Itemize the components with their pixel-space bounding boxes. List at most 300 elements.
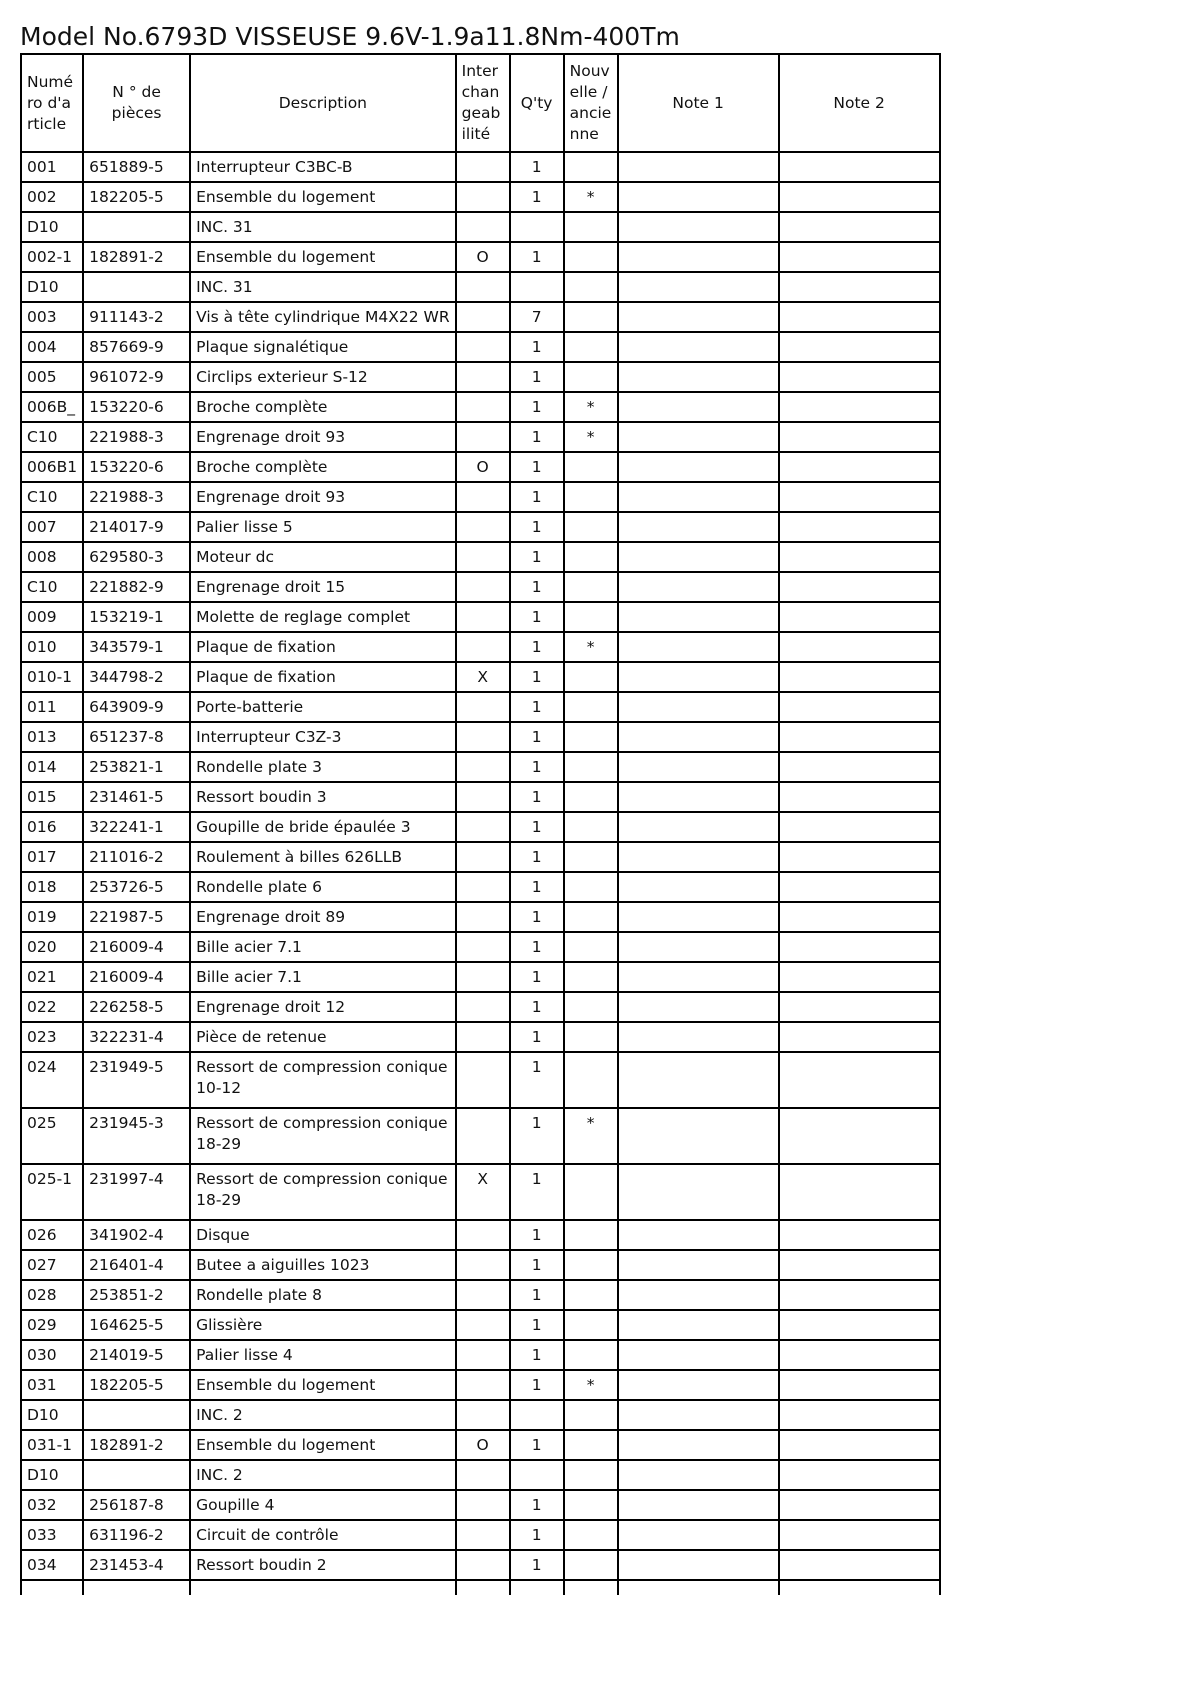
cell-note-1: [618, 1310, 779, 1340]
cell-note-1: [618, 662, 779, 692]
cell-note-2: [779, 1400, 940, 1430]
cell-item-number: 015: [21, 782, 83, 812]
table-row: [21, 152, 940, 182]
cell-interchangeability: [456, 1490, 510, 1520]
cell-interchangeability: [456, 632, 510, 662]
cell-item-number: 019: [21, 902, 83, 932]
table-row: [21, 1052, 940, 1108]
cell-quantity: [510, 272, 564, 302]
cell-interchangeability: [456, 152, 510, 182]
cell-part-number: [83, 1400, 190, 1430]
cell-item-number: 007: [21, 512, 83, 542]
cell-note-2: [779, 362, 940, 392]
cell-item-number: 016: [21, 812, 83, 842]
cell-quantity: 1: [510, 1022, 564, 1052]
cell-new-old: [564, 1400, 618, 1430]
cell-description: Ressort de compression conique 10-12: [190, 1052, 456, 1108]
cell-new-old: [564, 482, 618, 512]
table-row: [21, 212, 940, 242]
cell-note-2: [779, 242, 940, 272]
cell-new-old: [564, 1550, 618, 1580]
cell-quantity: 1: [510, 1108, 564, 1164]
cell-description: Interrupteur C3Z-3: [190, 722, 456, 752]
cell-description: Rondelle plate 6: [190, 872, 456, 902]
cell-quantity: 1: [510, 1052, 564, 1108]
cell-quantity: 1: [510, 632, 564, 662]
header-part-number: N ° de pièces: [83, 54, 190, 152]
cell-note-1: [618, 1280, 779, 1310]
cell-quantity: 1: [510, 1340, 564, 1370]
cell-quantity: 1: [510, 482, 564, 512]
cell-description: Plaque de fixation: [190, 632, 456, 662]
cell-new-old: [564, 1310, 618, 1340]
cell-description: Interrupteur C3BC-B: [190, 152, 456, 182]
table-row: [21, 1250, 940, 1280]
cell-new-old: [564, 1250, 618, 1280]
cell-note-2: [779, 902, 940, 932]
table-row: [21, 1370, 940, 1400]
cell-item-number: 024: [21, 1052, 83, 1108]
cell-quantity: 1: [510, 572, 564, 602]
cell-quantity: 1: [510, 722, 564, 752]
cell-item-number: 006B1: [21, 452, 83, 482]
cell-description: Ressort de compression conique 18-29: [190, 1108, 456, 1164]
cell-note-2: [779, 392, 940, 422]
table-row: [21, 1490, 940, 1520]
cell-part-number: 253851-2: [83, 1280, 190, 1310]
cell-quantity: 1: [510, 782, 564, 812]
table-row: [21, 182, 940, 212]
cell-part-number: 182891-2: [83, 1430, 190, 1460]
cell-interchangeability: [456, 212, 510, 242]
cell-part-number: 221988-3: [83, 482, 190, 512]
cell-item-number: 028: [21, 1280, 83, 1310]
cell-note-2: [779, 1250, 940, 1280]
cell-part-number: 253726-5: [83, 872, 190, 902]
table-row: [21, 452, 940, 482]
table-row: [21, 872, 940, 902]
cell-note-1: [618, 362, 779, 392]
cell-interchangeability: [456, 512, 510, 542]
cell-empty: [564, 1580, 618, 1595]
cell-note-2: [779, 1370, 940, 1400]
cell-part-number: 643909-9: [83, 692, 190, 722]
cell-part-number: 322231-4: [83, 1022, 190, 1052]
header-interchangeability: Interchangeabilité: [456, 54, 510, 152]
cell-interchangeability: [456, 1108, 510, 1164]
cell-quantity: [510, 1400, 564, 1430]
cell-description: Goupille de bride épaulée 3: [190, 812, 456, 842]
cell-note-1: [618, 782, 779, 812]
cell-description: Bille acier 7.1: [190, 962, 456, 992]
table-row: [21, 572, 940, 602]
cell-description: Disque: [190, 1220, 456, 1250]
cell-interchangeability: [456, 1022, 510, 1052]
cell-description: Broche complète: [190, 452, 456, 482]
cell-description: INC. 31: [190, 212, 456, 242]
cell-note-1: [618, 1430, 779, 1460]
cell-item-number: 031: [21, 1370, 83, 1400]
cell-description: Ensemble du logement: [190, 1430, 456, 1460]
cell-note-2: [779, 1220, 940, 1250]
cell-item-number: 009: [21, 602, 83, 632]
cell-quantity: 1: [510, 1220, 564, 1250]
cell-new-old: [564, 242, 618, 272]
cell-note-2: [779, 422, 940, 452]
header-description: Description: [190, 54, 456, 152]
cell-part-number: 221882-9: [83, 572, 190, 602]
cell-empty: [456, 1580, 510, 1595]
cell-part-number: 214017-9: [83, 512, 190, 542]
cell-new-old: [564, 572, 618, 602]
cell-item-number: D10: [21, 1400, 83, 1430]
cell-note-2: [779, 992, 940, 1022]
cell-description: Ressort boudin 2: [190, 1550, 456, 1580]
cell-item-number: 017: [21, 842, 83, 872]
table-row: [21, 242, 940, 272]
cell-new-old: [564, 842, 618, 872]
cell-quantity: 1: [510, 542, 564, 572]
header-note-2: Note 2: [779, 54, 940, 152]
cell-item-number: 002-1: [21, 242, 83, 272]
cell-part-number: 226258-5: [83, 992, 190, 1022]
cell-part-number: 231949-5: [83, 1052, 190, 1108]
header-new-old: Nouvelle / ancienne: [564, 54, 618, 152]
cell-note-1: [618, 962, 779, 992]
table-row: [21, 812, 940, 842]
cell-description: Butee a aiguilles 1023: [190, 1250, 456, 1280]
header-item-number: Numéro d'article: [21, 54, 83, 152]
cell-part-number: 153220-6: [83, 392, 190, 422]
cell-interchangeability: [456, 812, 510, 842]
cell-part-number: 651889-5: [83, 152, 190, 182]
cell-note-1: [618, 602, 779, 632]
cell-note-2: [779, 692, 940, 722]
cell-new-old: *: [564, 422, 618, 452]
cell-interchangeability: O: [456, 1430, 510, 1460]
cell-new-old: [564, 1460, 618, 1490]
cell-note-2: [779, 722, 940, 752]
cell-note-1: [618, 842, 779, 872]
cell-note-2: [779, 842, 940, 872]
cell-interchangeability: [456, 1340, 510, 1370]
cell-interchangeability: [456, 782, 510, 812]
cell-note-1: [618, 272, 779, 302]
cell-description: Engrenage droit 93: [190, 422, 456, 452]
cell-part-number: 651237-8: [83, 722, 190, 752]
cell-item-number: 021: [21, 962, 83, 992]
cell-description: Circlips exterieur S-12: [190, 362, 456, 392]
cell-note-1: [618, 1250, 779, 1280]
table-row: [21, 392, 940, 422]
cell-item-number: 020: [21, 932, 83, 962]
cell-description: Plaque de fixation: [190, 662, 456, 692]
cell-quantity: 1: [510, 242, 564, 272]
cell-item-number: D10: [21, 212, 83, 242]
table-row: [21, 1164, 940, 1220]
parts-table: [20, 53, 941, 1595]
table-row: [21, 1340, 940, 1370]
cell-item-number: 031-1: [21, 1430, 83, 1460]
cell-description: Plaque signalétique: [190, 332, 456, 362]
cell-item-number: 025-1: [21, 1164, 83, 1220]
cell-new-old: [564, 332, 618, 362]
cell-interchangeability: [456, 1250, 510, 1280]
cell-description: Broche complète: [190, 392, 456, 422]
cell-note-1: [618, 422, 779, 452]
cell-quantity: 1: [510, 812, 564, 842]
cell-note-2: [779, 302, 940, 332]
table-row: [21, 1280, 940, 1310]
cell-item-number: 023: [21, 1022, 83, 1052]
cell-quantity: 1: [510, 932, 564, 962]
table-row: [21, 302, 940, 332]
cell-part-number: 164625-5: [83, 1310, 190, 1340]
cell-interchangeability: [456, 542, 510, 572]
cell-part-number: 961072-9: [83, 362, 190, 392]
cell-description: Ensemble du logement: [190, 242, 456, 272]
cell-part-number: [83, 1460, 190, 1490]
cell-description: INC. 2: [190, 1400, 456, 1430]
table-row: [21, 692, 940, 722]
cell-item-number: 026: [21, 1220, 83, 1250]
table-row: [21, 1310, 940, 1340]
cell-interchangeability: [456, 302, 510, 332]
cell-description: Ressort de compression conique 18-29: [190, 1164, 456, 1220]
cell-note-2: [779, 1052, 940, 1108]
cell-note-1: [618, 932, 779, 962]
cell-item-number: 008: [21, 542, 83, 572]
cell-item-number: C10: [21, 422, 83, 452]
cell-item-number: 001: [21, 152, 83, 182]
cell-quantity: 1: [510, 1490, 564, 1520]
cell-note-2: [779, 572, 940, 602]
cell-part-number: 216009-4: [83, 932, 190, 962]
cell-note-1: [618, 542, 779, 572]
cell-interchangeability: [456, 692, 510, 722]
cell-interchangeability: [456, 992, 510, 1022]
cell-interchangeability: O: [456, 452, 510, 482]
cell-description: Ressort boudin 3: [190, 782, 456, 812]
cell-note-2: [779, 812, 940, 842]
cell-quantity: 1: [510, 902, 564, 932]
cell-new-old: [564, 902, 618, 932]
cell-description: Engrenage droit 89: [190, 902, 456, 932]
cell-quantity: 1: [510, 752, 564, 782]
cell-quantity: [510, 1460, 564, 1490]
cell-description: INC. 2: [190, 1460, 456, 1490]
cell-note-1: [618, 992, 779, 1022]
cell-note-2: [779, 542, 940, 572]
cell-new-old: [564, 1280, 618, 1310]
cell-note-2: [779, 452, 940, 482]
table-row: [21, 1430, 940, 1460]
cell-interchangeability: [456, 1370, 510, 1400]
cell-note-2: [779, 1108, 940, 1164]
cell-quantity: 1: [510, 962, 564, 992]
cell-interchangeability: [456, 932, 510, 962]
cell-description: Glissière: [190, 1310, 456, 1340]
cell-item-number: 029: [21, 1310, 83, 1340]
cell-quantity: 1: [510, 1550, 564, 1580]
cell-item-number: 027: [21, 1250, 83, 1280]
cell-part-number: 231461-5: [83, 782, 190, 812]
cell-note-1: [618, 572, 779, 602]
table-row: [21, 602, 940, 632]
cell-note-2: [779, 512, 940, 542]
cell-quantity: 7: [510, 302, 564, 332]
cell-item-number: 003: [21, 302, 83, 332]
cell-description: Rondelle plate 8: [190, 1280, 456, 1310]
cell-note-2: [779, 602, 940, 632]
table-row: [21, 1220, 940, 1250]
cell-new-old: [564, 1164, 618, 1220]
cell-quantity: 1: [510, 872, 564, 902]
cell-part-number: 221987-5: [83, 902, 190, 932]
cell-new-old: [564, 452, 618, 482]
cell-item-number: 005: [21, 362, 83, 392]
cell-quantity: 1: [510, 512, 564, 542]
table-row: [21, 902, 940, 932]
cell-note-2: [779, 1460, 940, 1490]
cell-note-1: [618, 1022, 779, 1052]
cell-interchangeability: [456, 1460, 510, 1490]
cell-new-old: *: [564, 182, 618, 212]
cell-part-number: 211016-2: [83, 842, 190, 872]
cell-new-old: *: [564, 1108, 618, 1164]
cell-quantity: 1: [510, 1310, 564, 1340]
table-row: [21, 1520, 940, 1550]
cell-interchangeability: [456, 872, 510, 902]
cell-note-1: [618, 1490, 779, 1520]
cell-quantity: [510, 212, 564, 242]
table-row: [21, 512, 940, 542]
cell-note-1: [618, 632, 779, 662]
cell-new-old: [564, 212, 618, 242]
cell-interchangeability: O: [456, 242, 510, 272]
cell-part-number: 253821-1: [83, 752, 190, 782]
table-row: [21, 842, 940, 872]
cell-new-old: [564, 1520, 618, 1550]
cell-item-number: 025: [21, 1108, 83, 1164]
table-row: [21, 1400, 940, 1430]
cell-interchangeability: [456, 422, 510, 452]
cell-note-1: [618, 1220, 779, 1250]
cell-item-number: 010-1: [21, 662, 83, 692]
table-row: [21, 422, 940, 452]
cell-quantity: 1: [510, 1370, 564, 1400]
cell-item-number: 032: [21, 1490, 83, 1520]
cell-note-1: [618, 332, 779, 362]
cell-note-1: [618, 812, 779, 842]
cell-part-number: 322241-1: [83, 812, 190, 842]
table-row: [21, 662, 940, 692]
cell-note-2: [779, 212, 940, 242]
cell-interchangeability: [456, 482, 510, 512]
cell-new-old: [564, 602, 618, 632]
table-row: [21, 932, 940, 962]
cell-part-number: 153219-1: [83, 602, 190, 632]
cell-item-number: 022: [21, 992, 83, 1022]
cell-description: Bille acier 7.1: [190, 932, 456, 962]
cell-new-old: [564, 1340, 618, 1370]
cell-note-2: [779, 1520, 940, 1550]
cell-quantity: 1: [510, 422, 564, 452]
cell-new-old: *: [564, 392, 618, 422]
table-row: [21, 272, 940, 302]
table-header-row: [21, 54, 940, 152]
cell-empty: [779, 1580, 940, 1595]
cell-new-old: [564, 1490, 618, 1520]
cell-note-2: [779, 632, 940, 662]
cell-description: INC. 31: [190, 272, 456, 302]
cell-note-2: [779, 482, 940, 512]
cell-item-number: 004: [21, 332, 83, 362]
cell-part-number: 182205-5: [83, 1370, 190, 1400]
cell-note-1: [618, 482, 779, 512]
cell-new-old: [564, 1220, 618, 1250]
cell-quantity: 1: [510, 452, 564, 482]
cell-quantity: 1: [510, 662, 564, 692]
cell-item-number: 014: [21, 752, 83, 782]
cell-quantity: 1: [510, 842, 564, 872]
cell-new-old: [564, 992, 618, 1022]
table-row-cutoff: [21, 1580, 940, 1595]
cell-empty: [21, 1580, 83, 1595]
cell-note-1: [618, 152, 779, 182]
cell-new-old: *: [564, 632, 618, 662]
cell-interchangeability: [456, 1052, 510, 1108]
cell-quantity: 1: [510, 1520, 564, 1550]
cell-description: Ensemble du logement: [190, 1370, 456, 1400]
cell-quantity: 1: [510, 392, 564, 422]
cell-item-number: 033: [21, 1520, 83, 1550]
cell-item-number: 013: [21, 722, 83, 752]
cell-note-1: [618, 692, 779, 722]
cell-new-old: *: [564, 1370, 618, 1400]
cell-note-1: [618, 242, 779, 272]
cell-new-old: [564, 1430, 618, 1460]
cell-quantity: 1: [510, 1164, 564, 1220]
header-quantity: Q'ty: [510, 54, 564, 152]
table-row: [21, 482, 940, 512]
cell-new-old: [564, 962, 618, 992]
cell-description: Engrenage droit 15: [190, 572, 456, 602]
cell-interchangeability: [456, 1220, 510, 1250]
cell-description: Palier lisse 4: [190, 1340, 456, 1370]
table-body: [21, 152, 940, 1595]
cell-interchangeability: [456, 1520, 510, 1550]
cell-note-1: [618, 1164, 779, 1220]
cell-note-2: [779, 782, 940, 812]
cell-part-number: 182205-5: [83, 182, 190, 212]
cell-new-old: [564, 752, 618, 782]
cell-part-number: 857669-9: [83, 332, 190, 362]
cell-item-number: C10: [21, 572, 83, 602]
cell-interchangeability: [456, 902, 510, 932]
cell-description: Moteur dc: [190, 542, 456, 572]
cell-part-number: 631196-2: [83, 1520, 190, 1550]
cell-note-2: [779, 1550, 940, 1580]
table-row: [21, 962, 940, 992]
table-row: [21, 632, 940, 662]
cell-note-2: [779, 962, 940, 992]
cell-item-number: 034: [21, 1550, 83, 1580]
cell-note-1: [618, 512, 779, 542]
table-row: [21, 992, 940, 1022]
cell-interchangeability: [456, 1550, 510, 1580]
cell-item-number: 011: [21, 692, 83, 722]
